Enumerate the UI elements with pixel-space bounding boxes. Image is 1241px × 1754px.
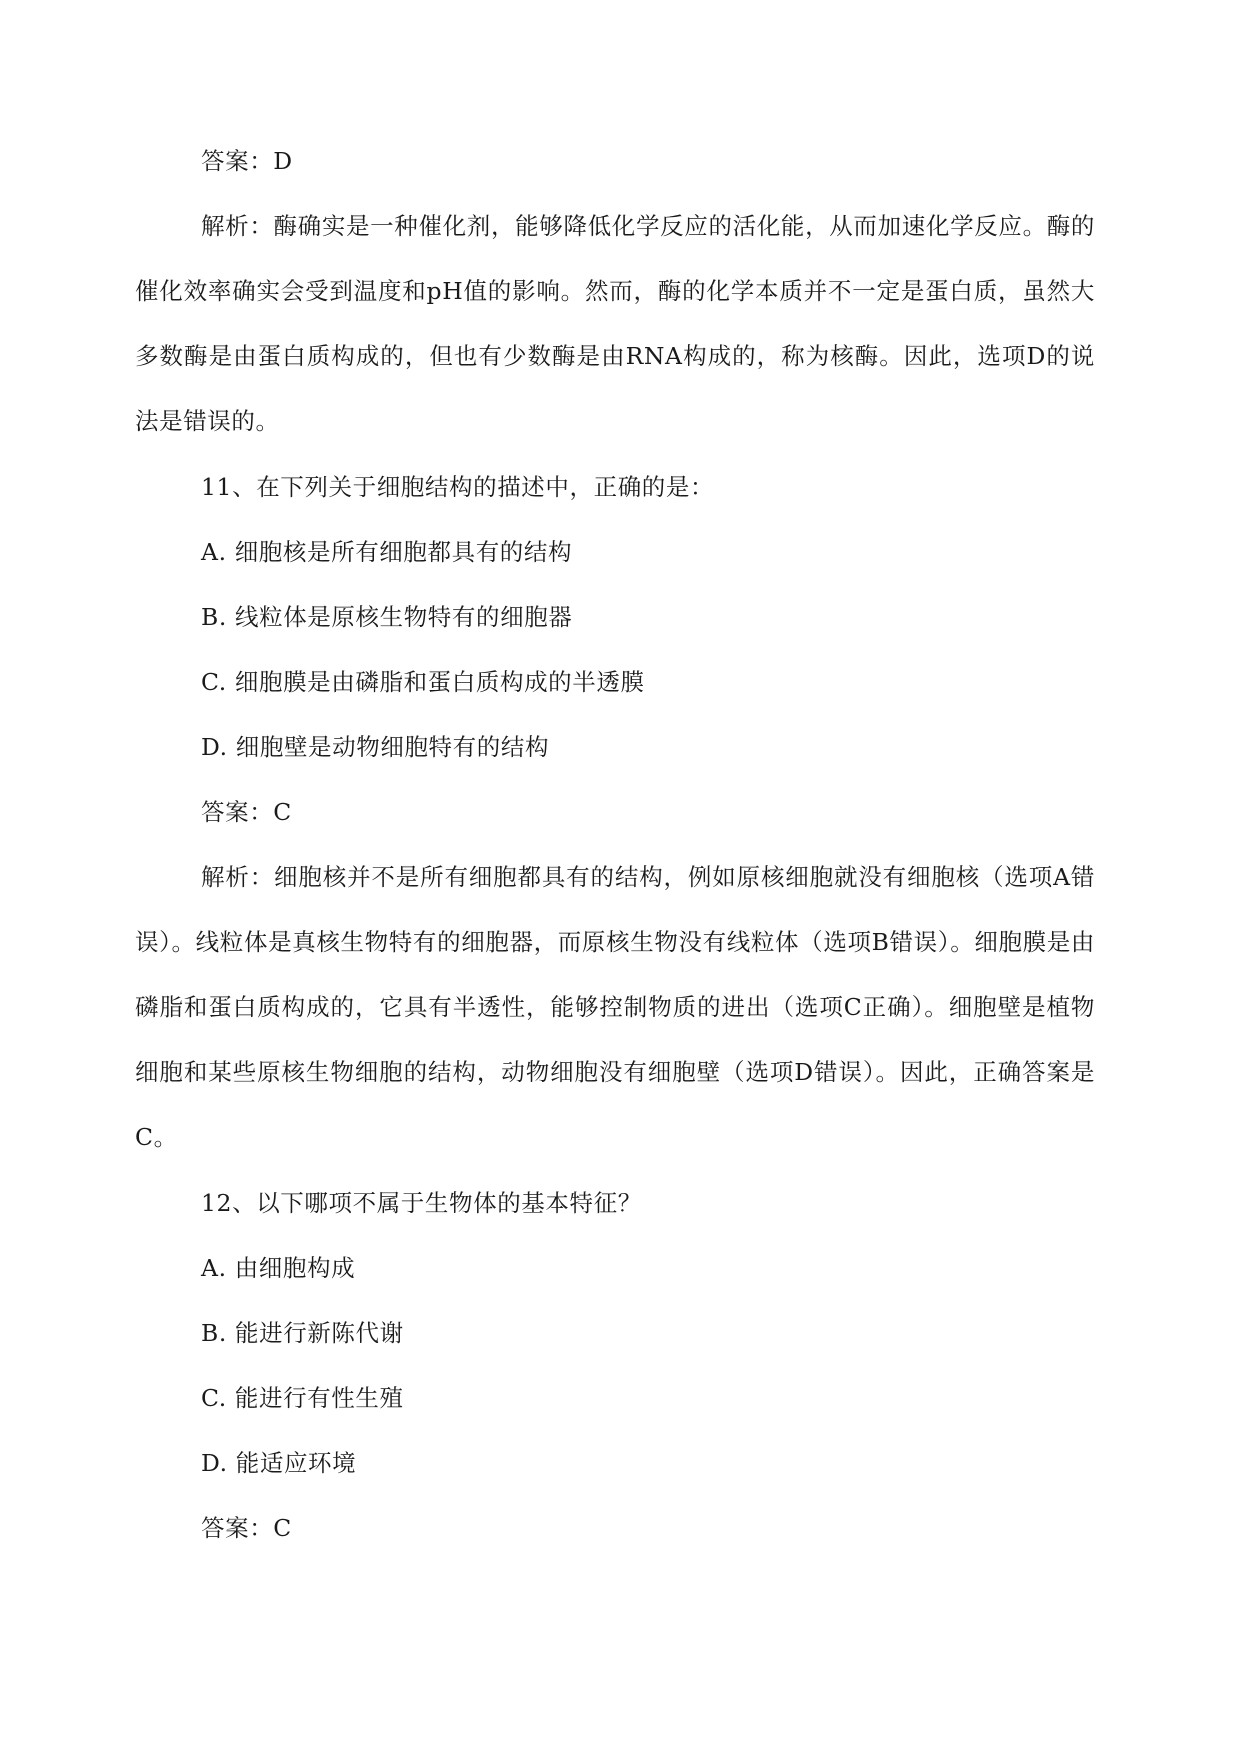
q11-option-b: B. 线粒体是原核生物特有的细胞器 [201,603,573,631]
q11-analysis: 解析：细胞核并不是所有细胞都具有的结构，例如原核细胞就没有细胞核（选项A错误）。线粒体是真核生物特有的细胞器，而原核生物没有线粒体（选项B错误）。细胞膜是由磷脂和蛋白质构成的，它具有半透性，能够控制物质的进出（选项C正确）。细胞壁是植物细胞和某些原核生物细胞的结构，动物细胞没有细胞壁（选项D错误）。因此，正确答案是C。 [135,863,1095,1151]
q11-option-d: D. 细胞壁是动物细胞特有的结构 [201,733,550,761]
q12-option-d: D. 能适应环境 [201,1449,357,1477]
q11-option-c: C. 细胞膜是由磷脂和蛋白质构成的半透膜 [201,668,645,696]
q11-question: 11、在下列关于细胞结构的描述中，正确的是： [201,473,715,501]
q11-answer: 答案：C [201,798,292,826]
q10-answer: 答案：D [201,147,293,175]
q12-question: 12、以下哪项不属于生物体的基本特征？ [201,1189,642,1217]
q10-analysis: 解析：酶确实是一种催化剂，能够降低化学反应的活化能，从而加速化学反应。酶的催化效率确实会受到温度和pH值的影响。然而，酶的化学本质并不一定是蛋白质，虽然大多数酶是由蛋白质构成的，但也有少数酶是由RNA构成的，称为核酶。因此，选项D的说法是错误的。 [135,212,1095,435]
q12-answer: 答案：C [201,1514,292,1542]
q12-option-c: C. 能进行有性生殖 [201,1384,404,1412]
q12-option-b: B. 能进行新陈代谢 [201,1319,404,1347]
q11-option-a: A. 细胞核是所有细胞都具有的结构 [201,538,573,566]
document-page [135,146,1095,1543]
q12-option-a: A. 由细胞构成 [201,1254,356,1282]
